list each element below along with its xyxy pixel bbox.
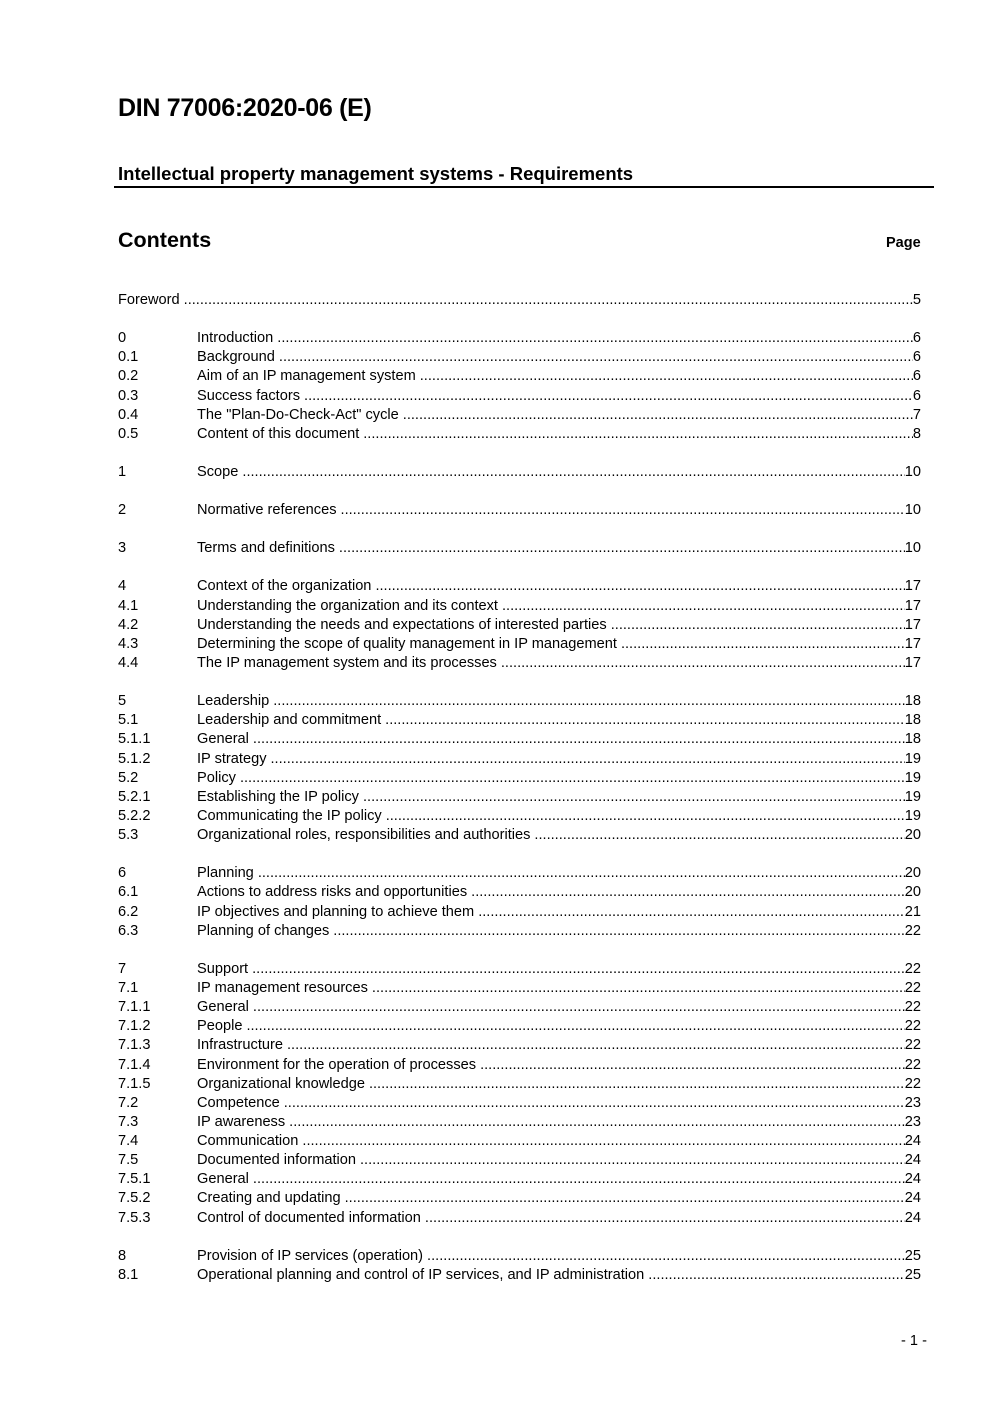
toc-entry[interactable]	[118, 291, 921, 310]
toc-entry[interactable]	[118, 635, 921, 654]
toc-entry-title: Operational planning and control of IP services, and IP administration	[197, 1266, 645, 1283]
toc-entry-title: Scope	[197, 463, 239, 480]
toc-entry[interactable]	[118, 1056, 921, 1075]
toc-entry-number: 7.1.5	[118, 1075, 151, 1092]
toc-entry-page: 23	[904, 1094, 921, 1111]
toc-entry-number: 0.1	[118, 349, 139, 366]
toc-entry[interactable]	[118, 1209, 921, 1228]
toc-leader-dots	[253, 730, 905, 749]
toc-entry[interactable]	[118, 1036, 921, 1055]
toc-entry-title: Aim of an IP management system	[197, 368, 416, 385]
toc-entry[interactable]	[118, 597, 921, 616]
page-column-label: Page	[886, 235, 921, 251]
toc-entry-title: Actions to address risks and opportunities	[197, 884, 468, 901]
toc-leader-dots	[341, 501, 905, 520]
toc-entry-number: 7.1.3	[118, 1037, 151, 1054]
toc-section	[118, 864, 921, 941]
toc-entry-title: Policy	[197, 769, 236, 786]
toc-entry-page: 20	[904, 827, 921, 844]
toc-entry-page: 22	[904, 1037, 921, 1054]
toc-leader-dots	[385, 711, 905, 730]
toc-leader-dots	[258, 864, 905, 883]
toc-entry[interactable]	[118, 1151, 921, 1170]
toc-entry[interactable]	[118, 348, 921, 367]
toc-entry-number: 5.1.1	[118, 731, 151, 748]
toc-entry[interactable]	[118, 979, 921, 998]
toc-section	[118, 577, 921, 673]
document-title: DIN 77006:2020-06 (E)	[118, 94, 372, 122]
toc-entry-page: 17	[904, 654, 921, 671]
toc-entry-title: The "Plan-Do-Check-Act" cycle	[197, 406, 399, 423]
contents-heading: Contents	[118, 228, 212, 252]
toc-entry-title: Context of the organization	[197, 578, 372, 595]
toc-leader-dots	[480, 1056, 905, 1075]
toc-leader-dots	[304, 387, 913, 406]
toc-entry-title: IP awareness	[197, 1113, 286, 1130]
table-of-contents	[118, 291, 921, 1304]
toc-entry[interactable]	[118, 1017, 921, 1036]
toc-entry[interactable]	[118, 883, 921, 902]
toc-entry-title: General	[197, 1171, 249, 1188]
toc-entry-title: Organizational knowledge	[197, 1075, 365, 1092]
toc-entry-number: 5.2.2	[118, 807, 151, 824]
toc-entry-title: Determining the scope of quality management in IP management	[197, 635, 617, 652]
toc-section	[118, 463, 921, 482]
toc-entry-number: 1	[118, 463, 127, 480]
toc-entry-title: Leadership	[197, 693, 270, 710]
toc-entry[interactable]	[118, 367, 921, 386]
toc-entry[interactable]	[118, 903, 921, 922]
toc-entry-title: Establishing the IP policy	[197, 788, 359, 805]
toc-entry-number: 7	[118, 960, 127, 977]
toc-leader-dots	[345, 1189, 905, 1208]
toc-entry-number: 0.5	[118, 425, 139, 442]
toc-leader-dots	[363, 788, 905, 807]
toc-entry-number: 7.1.1	[118, 999, 151, 1016]
toc-entry[interactable]	[118, 654, 921, 673]
toc-entry-title: Understanding the organization and its context	[197, 597, 498, 614]
toc-leader-dots	[534, 826, 904, 845]
toc-entry[interactable]	[118, 616, 921, 635]
toc-entry-number: 7.5.1	[118, 1171, 151, 1188]
toc-leader-dots	[339, 539, 905, 558]
toc-entry-page: 22	[904, 979, 921, 996]
toc-entry-title: Creating and updating	[197, 1190, 341, 1207]
toc-entry-title: Communicating the IP policy	[197, 807, 382, 824]
toc-entry-page: 17	[904, 597, 921, 614]
document-subtitle: Intellectual property management systems - Requirements	[118, 163, 634, 184]
toc-entry-number: 0.2	[118, 368, 139, 385]
toc-entry-title: Background	[197, 349, 275, 366]
toc-entry-page: 18	[904, 712, 921, 729]
toc-leader-dots	[611, 616, 905, 635]
toc-entry-title: Leadership and commitment	[197, 712, 382, 729]
toc-entry-title: Planning	[197, 865, 254, 882]
toc-leader-dots	[369, 1075, 905, 1094]
toc-entry-page: 22	[904, 1056, 921, 1073]
toc-entry[interactable]	[118, 1170, 921, 1189]
toc-entry[interactable]	[118, 807, 921, 826]
toc-leader-dots	[372, 979, 905, 998]
toc-leader-dots	[240, 769, 905, 788]
toc-entry[interactable]	[118, 788, 921, 807]
toc-leader-dots	[242, 463, 904, 482]
toc-entry-page: 6	[912, 330, 921, 347]
toc-entry[interactable]	[118, 577, 921, 596]
toc-leader-dots	[420, 367, 913, 386]
toc-entry-number: 7.5.3	[118, 1209, 151, 1226]
toc-entry-number: 2	[118, 502, 127, 519]
toc-entry[interactable]	[118, 730, 921, 749]
toc-section	[118, 960, 921, 1228]
toc-leader-dots	[427, 1247, 905, 1266]
toc-entry[interactable]	[118, 1132, 921, 1151]
toc-entry-page: 19	[904, 769, 921, 786]
toc-entry-number: 4.2	[118, 616, 139, 633]
toc-entry-title: People	[197, 1018, 243, 1035]
toc-entry-page: 19	[904, 807, 921, 824]
toc-entry-number: 5.2	[118, 769, 139, 786]
toc-leader-dots	[648, 1266, 904, 1285]
toc-leader-dots	[360, 1151, 905, 1170]
toc-entry-page: 21	[904, 903, 921, 920]
toc-entry[interactable]	[118, 329, 921, 348]
toc-entry-title: Competence	[197, 1094, 280, 1111]
toc-entry-page: 23	[904, 1113, 921, 1130]
toc-entry-page: 20	[904, 865, 921, 882]
toc-entry-page: 6	[912, 349, 921, 366]
toc-entry-number: 5	[118, 693, 127, 710]
toc-entry-page: 6	[912, 368, 921, 385]
toc-leader-dots	[363, 425, 913, 444]
toc-leader-dots	[502, 597, 905, 616]
toc-entry[interactable]	[118, 463, 921, 482]
toc-entry-number: 7.5.2	[118, 1190, 151, 1207]
toc-entry-title: Introduction	[197, 330, 274, 347]
toc-entry-page: 24	[904, 1209, 921, 1226]
toc-entry-number: 7.3	[118, 1113, 139, 1130]
toc-entry-number: 5.3	[118, 827, 139, 844]
toc-entry-title: Planning of changes	[197, 922, 330, 939]
toc-entry-page: 22	[904, 960, 921, 977]
toc-entry-page: 22	[904, 922, 921, 939]
toc-entry-number: 4.3	[118, 635, 139, 652]
toc-entry-page: 17	[904, 578, 921, 595]
toc-entry-title: General	[197, 731, 249, 748]
toc-entry-page: 25	[904, 1247, 921, 1264]
toc-entry-title: Environment for the operation of processes	[197, 1056, 477, 1073]
toc-entry[interactable]	[118, 769, 921, 788]
toc-entry[interactable]	[118, 1075, 921, 1094]
toc-leader-dots	[386, 807, 905, 826]
toc-entry-number: 4	[118, 578, 127, 595]
toc-leader-dots	[621, 635, 905, 654]
toc-entry-title: Infrastructure	[197, 1037, 283, 1054]
page-number: - 1 -	[901, 1333, 927, 1349]
toc-entry[interactable]	[118, 1094, 921, 1113]
toc-entry[interactable]	[118, 750, 921, 769]
toc-leader-dots	[471, 883, 905, 902]
toc-entry[interactable]	[118, 1189, 921, 1208]
toc-entry-number: 0	[118, 330, 127, 347]
toc-entry-page: 8	[912, 425, 921, 442]
toc-entry-title: The IP management system and its processes	[197, 654, 497, 671]
toc-leader-dots	[253, 998, 905, 1017]
toc-entry-page: 22	[904, 999, 921, 1016]
toc-entry-number: 7.1	[118, 979, 139, 996]
toc-entry-number: 4.4	[118, 654, 139, 671]
toc-leader-dots	[184, 291, 913, 310]
toc-entry-number: 0.4	[118, 406, 139, 423]
toc-leader-dots	[252, 960, 905, 979]
toc-section	[118, 501, 921, 520]
toc-leader-dots	[375, 577, 904, 596]
toc-section	[118, 329, 921, 444]
toc-entry-page: 25	[904, 1266, 921, 1283]
toc-entry[interactable]	[118, 539, 921, 558]
toc-entry-page: 24	[904, 1171, 921, 1188]
toc-entry-number: 7.2	[118, 1094, 139, 1111]
toc-leader-dots	[501, 654, 905, 673]
toc-entry[interactable]	[118, 922, 921, 941]
toc-leader-dots	[277, 329, 913, 348]
toc-entry-title: General	[197, 999, 249, 1016]
toc-entry-page: 10	[904, 502, 921, 519]
toc-leader-dots	[425, 1209, 905, 1228]
toc-entry[interactable]	[118, 826, 921, 845]
toc-entry-title: Support	[197, 960, 249, 977]
toc-leader-dots	[253, 1170, 905, 1189]
toc-leader-dots	[302, 1132, 904, 1151]
toc-entry-page: 19	[904, 788, 921, 805]
toc-entry-title: Organizational roles, responsibilities and authorities	[197, 827, 531, 844]
toc-section	[118, 291, 921, 310]
toc-entry-number: 7.1.4	[118, 1056, 151, 1073]
toc-entry[interactable]	[118, 425, 921, 444]
toc-entry-page: 22	[904, 1075, 921, 1092]
title-divider	[114, 186, 934, 188]
toc-entry-title: Foreword	[118, 292, 180, 308]
toc-entry-page: 10	[904, 463, 921, 480]
toc-leader-dots	[403, 406, 913, 425]
toc-leader-dots	[287, 1036, 905, 1055]
toc-entry[interactable]	[118, 864, 921, 883]
toc-entry[interactable]	[118, 406, 921, 425]
toc-entry[interactable]	[118, 1113, 921, 1132]
toc-section	[118, 692, 921, 845]
toc-section	[118, 1247, 921, 1285]
toc-entry-number: 8.1	[118, 1266, 139, 1283]
toc-entry-title: Understanding the needs and expectations of interested parties	[197, 616, 607, 633]
toc-entry-number: 6.2	[118, 903, 139, 920]
toc-entry-number: 6	[118, 865, 127, 882]
toc-entry[interactable]	[118, 1247, 921, 1266]
toc-leader-dots	[333, 922, 905, 941]
toc-entry-number: 6.1	[118, 884, 139, 901]
toc-entry-title: Documented information	[197, 1152, 356, 1169]
toc-leader-dots	[279, 348, 913, 367]
toc-leader-dots	[289, 1113, 905, 1132]
toc-entry-page: 22	[904, 1018, 921, 1035]
toc-entry-page: 20	[904, 884, 921, 901]
toc-entry[interactable]	[118, 501, 921, 520]
toc-entry-page: 6	[912, 387, 921, 404]
toc-entry-title: IP management resources	[197, 979, 368, 996]
toc-leader-dots	[273, 692, 905, 711]
toc-entry-number: 3	[118, 540, 127, 557]
toc-leader-dots	[271, 750, 905, 769]
toc-leader-dots	[478, 903, 905, 922]
toc-entry-number: 5.2.1	[118, 788, 151, 805]
toc-entry-page: 18	[904, 693, 921, 710]
toc-entry-page: 5	[912, 292, 921, 308]
toc-leader-dots	[246, 1017, 904, 1036]
toc-entry-number: 4.1	[118, 597, 139, 614]
toc-entry-title: Normative references	[197, 502, 337, 519]
toc-entry-page: 24	[904, 1152, 921, 1169]
toc-entry[interactable]	[118, 692, 921, 711]
toc-entry[interactable]	[118, 387, 921, 406]
toc-entry-page: 10	[904, 540, 921, 557]
toc-entry-title: IP strategy	[197, 750, 267, 767]
toc-entry-title: Communication	[197, 1133, 299, 1150]
toc-entry-number: 5.1	[118, 712, 139, 729]
toc-entry-title: Provision of IP services (operation)	[197, 1247, 424, 1264]
toc-entry-title: Success factors	[197, 387, 301, 404]
toc-entry[interactable]	[118, 711, 921, 730]
toc-entry-number: 7.4	[118, 1133, 139, 1150]
toc-entry-title: Terms and definitions	[197, 540, 335, 557]
toc-entry-number: 7.1.2	[118, 1018, 151, 1035]
toc-entry-page: 7	[912, 406, 921, 423]
toc-entry-number: 6.3	[118, 922, 139, 939]
toc-entry-number: 8	[118, 1247, 127, 1264]
toc-entry-title: IP objectives and planning to achieve them	[197, 903, 475, 920]
toc-entry-page: 24	[904, 1190, 921, 1207]
toc-entry[interactable]	[118, 998, 921, 1017]
toc-entry-number: 0.3	[118, 387, 139, 404]
toc-entry-page: 18	[904, 731, 921, 748]
toc-entry-title: Control of documented information	[197, 1209, 421, 1226]
toc-entry-number: 7.5	[118, 1152, 139, 1169]
toc-leader-dots	[284, 1094, 905, 1113]
toc-entry-page: 17	[904, 635, 921, 652]
toc-entry-page: 24	[904, 1133, 921, 1150]
toc-entry[interactable]	[118, 1266, 921, 1285]
toc-entry-number: 5.1.2	[118, 750, 151, 767]
toc-entry-title: Content of this document	[197, 425, 360, 442]
toc-section	[118, 539, 921, 558]
toc-entry[interactable]	[118, 960, 921, 979]
toc-entry-page: 17	[904, 616, 921, 633]
toc-entry-page: 19	[904, 750, 921, 767]
